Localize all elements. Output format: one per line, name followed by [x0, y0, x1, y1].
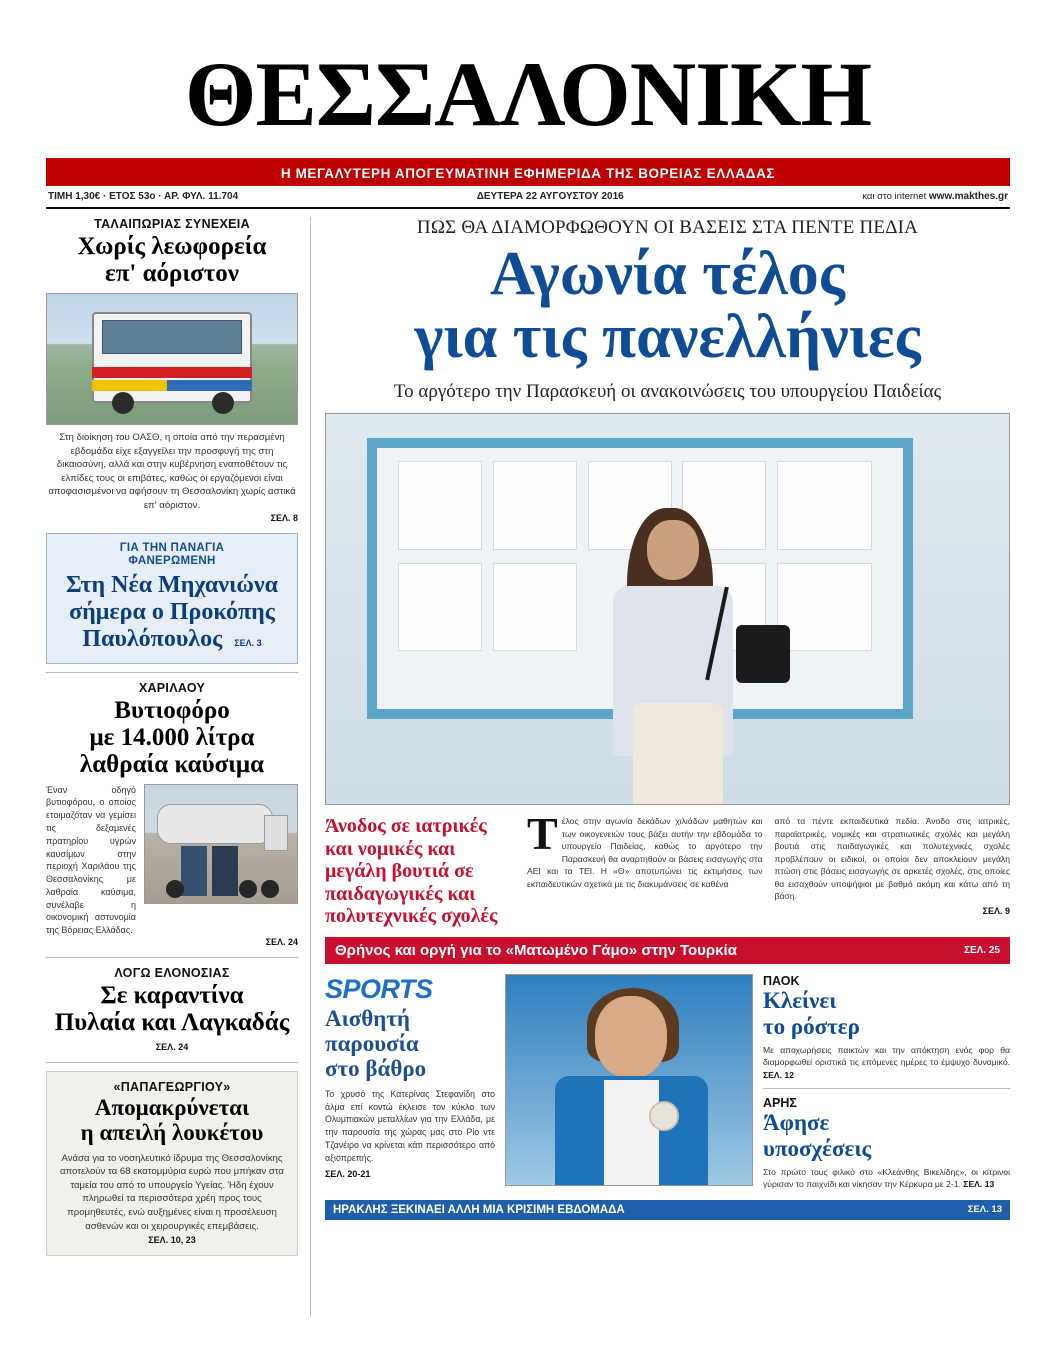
- bus-wheel-front: [112, 392, 134, 414]
- lead-article-text-2: από τα πέντε εκπαιδευτικά πεδία. Άνοδο στις ιατρικές, παραϊατρικές, νομικές και στρατιωτικές σχολές και μεγάλη βουτιά στις παιδαγωγικές και πολυτεχνικές σχολές προβλέπουν οι ειδικοί, οι οποίοι δεν αποκλείουν μεγάλη πτώση στις βάσεις εισαγωγής σε αρκετές σχολές, στις οποίες θα εισαχθούν υποψήφιοι με βαθμό ακόμη και κάτω από τη βάση.: [774, 816, 1010, 902]
- article-panagia-headline-line3: Παυλόπουλος: [82, 625, 223, 652]
- article-bus-kicker: ΤΑΛΑΙΠΩΡΙΑΣ ΣΥΝΕΧΕΙΑ: [94, 217, 250, 231]
- lead-kicker: ΠΩΣ ΘΑ ΔΙΑΜΟΡΦΩΘΟΥΝ ΟΙ ΒΑΣΕΙΣ ΣΤΑ ΠΕΝΤΕ ΠΕΔΙΑ: [416, 217, 919, 238]
- lead-photo: [325, 413, 1010, 805]
- lead-headline-line2: για τις πανελλήνιες: [414, 303, 921, 372]
- article-quarantine-headline: [46, 982, 298, 1036]
- article-papageorgiou[interactable]: [46, 1071, 298, 1256]
- bus-stripe-blue: [167, 380, 252, 392]
- website-url: www.makthes.gr: [928, 191, 1008, 202]
- sports-headline: [325, 1007, 495, 1081]
- content-grid: [46, 217, 1010, 1317]
- red-banner-page-ref: ΣΕΛ. 25: [963, 945, 1000, 957]
- article-paok-headline-line1: Κλείνει: [763, 988, 837, 1014]
- article-quarantine-headline-line1: Σε καραντίνα: [100, 981, 244, 1009]
- tanker-photo: [144, 784, 298, 904]
- article-papageorgiou-body: Ανάσα για το νοσηλευτικό ίδρυμα της Θεσσαλονίκης αποτελούν τα 68 εκατομμύρια ευρώ που μπήκαν στα ταμεία του από το υπουργείο Υγείας. Ήδη έχουν πληρωθεί τα περισσότερα χρέη προς τους προμηθευτές, ενώ αυξημένες είναι η προσέλευση ασθενών και οι χειρουργικές επεμβάσεις.: [60, 1152, 284, 1232]
- athlete-photo: [505, 974, 753, 1186]
- masthead: [46, 0, 1010, 209]
- masthead-subtitle: Η ΜΕΓΑΛΥΤΕΡΗ ΑΠΟΓΕΥΜΑΤΙΝΗ ΕΦΗΜΕΡΙΔΑ ΤΗΣ ΒΟΡΕΙΑΣ ΕΛΛΑΔΑΣ: [46, 162, 1010, 186]
- sports-logo: SPORTS: [325, 974, 433, 1005]
- article-panagia-headline-line2: σήμερα ο Προκόπης: [69, 598, 275, 625]
- website-prefix: και στο internet: [862, 191, 929, 202]
- blue-banner-team: ΗΡΑΚΛΗΣ: [333, 1203, 388, 1216]
- divider-3: [46, 1062, 298, 1063]
- article-tanker-headline-line2: με 14.000 λίτρα: [89, 723, 255, 751]
- article-panagia-kicker-line2: ΦΑΝΕΡΩΜΕΝΗ: [128, 554, 216, 567]
- bus-wheel-rear: [212, 392, 234, 414]
- sports-page-ref[interactable]: ΣΕΛ. 20-21: [325, 1169, 371, 1180]
- article-tanker[interactable]: [46, 681, 298, 947]
- board-sheet: [493, 563, 577, 652]
- tanker-cab-shape: [264, 815, 288, 850]
- lead-headline: [325, 240, 1010, 372]
- article-papageorgiou-kicker: «ΠΑΠΑΓΕΩΡΓΙΟΥ»: [113, 1079, 231, 1094]
- article-panagia-headline-line1: Στη Νέα Μηχανιώνα: [65, 572, 279, 599]
- tanker-wheel-2: [239, 880, 257, 898]
- board-sheet: [493, 461, 577, 550]
- article-tanker-headline: [46, 697, 298, 778]
- lead-deck: Το αργότερο την Παρασκευή οι ανακοινώσεις του υπουργείου Παιδείας: [393, 381, 942, 403]
- article-paok-headline: [763, 988, 1010, 1039]
- article-tanker-headline-line3: λαθραία καύσιμα: [79, 750, 265, 778]
- divider-1: [46, 672, 298, 673]
- article-bus-headline-line1: Χωρίς λεωφορεία: [77, 233, 267, 260]
- red-banner-text: Θρήνος και οργή για το «Ματωμένο Γάμο» στην Τουρκία: [335, 942, 737, 960]
- page-title: ΘΕΣΣΑΛΟΝΙΚΗ: [184, 43, 872, 145]
- athlete-head: [595, 996, 667, 1078]
- article-panagia-page-ref[interactable]: ΣΕΛ. 3: [234, 637, 262, 648]
- divider-sports: [763, 1088, 1010, 1089]
- masthead-info-bar: [46, 186, 1010, 209]
- article-bus[interactable]: [46, 217, 298, 523]
- article-quarantine[interactable]: [46, 966, 298, 1052]
- sports-headline-line1: Αισθητή: [325, 1006, 410, 1032]
- left-column: [46, 217, 311, 1317]
- article-panagia-headline: [55, 572, 289, 653]
- lead-article-col-2: [775, 815, 1011, 927]
- bus-stripe-yellow: [92, 380, 167, 392]
- board-sheet: [777, 461, 872, 550]
- lead-article-text-1: έλος στην αγωνία δεκάδων χιλιάδων μαθητών και των οικογενειών τους βάζει αυτήν την εβδομάδα το υπουργείο Παιδείας, καθώς το αργότερο την Παρασκευή θα αναρτηθούν οι βάσεις εισαγωγής στα ΑΕΙ και τα ΤΕΙ. Η «Θ» αποτυπώνει τις εκτιμήσεις των εκπαιδευτικών σχετικά με τις διακυμάνσεις σε καθένα: [527, 816, 763, 889]
- lead-article-columns: [527, 808, 1010, 927]
- student-legs: [633, 703, 723, 805]
- article-paok-headline-line2: το ρόστερ: [763, 1013, 860, 1039]
- student-head: [647, 520, 699, 580]
- right-column: [311, 217, 1010, 1317]
- sports-headline-line3: στο βάθρο: [325, 1056, 427, 1082]
- board-sheet: [777, 563, 872, 652]
- article-papageorgiou-headline: [57, 1096, 287, 1146]
- article-aris-body: [763, 1166, 1010, 1191]
- article-quarantine-page-ref[interactable]: ΣΕΛ. 24: [155, 1041, 189, 1052]
- blue-banner-iraklis[interactable]: [325, 1200, 1010, 1220]
- article-tanker-kicker: ΧΑΡΙΛΑΟΥ: [138, 680, 206, 695]
- sports-section: [325, 974, 1010, 1190]
- article-panagia[interactable]: [46, 533, 298, 664]
- article-paok-body: [763, 1044, 1010, 1081]
- lead-article-row: [325, 808, 1010, 928]
- article-papageorgiou-headline-line1: Απομακρύνεται: [94, 1094, 250, 1120]
- sports-body: Το χρυσό της Κατερίνας Στεφανίδη στο άλμα επί κοντώ έκλεισε τον κύκλο των Ολυμπιακών μεταλλίων για την Ελλάδα, με την παρουσία της χώρας μας στο Ρίο ντε Τζανέιρο να κρίνεται κάτι περισσότερο από αξιοπρεπής.: [325, 1088, 495, 1163]
- blue-banner-page-ref: ΣΕΛ. 13: [967, 1204, 1002, 1216]
- article-aris-headline: [763, 1110, 1010, 1161]
- article-aris[interactable]: [763, 1096, 1010, 1191]
- red-banner-turkey[interactable]: [325, 937, 1010, 964]
- tanker-tank-shape: [157, 804, 273, 844]
- officer-figure-1: [181, 846, 207, 896]
- article-panagia-kicker-line1: ΓΙΑ ΤΗΝ ΠΑΝΑΓΙΑ: [119, 541, 225, 554]
- bus-window-shape: [102, 320, 242, 354]
- sports-headline-line2: παρουσία: [325, 1031, 419, 1057]
- article-quarantine-kicker: ΛΟΓΩ ΕΛΟΝΟΣΙΑΣ: [114, 965, 230, 980]
- article-panagia-kicker: [55, 542, 289, 568]
- bus-photo: [46, 293, 298, 425]
- lead-side-headline: Άνοδος σε ιατρικές και νομικές και μεγάλη βουτιά σε παιδαγωγικές και πολυτεχνικές σχολές: [325, 815, 498, 928]
- article-aris-kicker: ΑΡΗΣ: [763, 1096, 797, 1111]
- lead-headline-line1: Αγωνία τέλος: [490, 240, 845, 308]
- board-sheet: [398, 461, 482, 550]
- lead-article-col-1: [527, 808, 763, 927]
- article-bus-headline-line2: επ' αόριστον: [105, 260, 239, 287]
- article-aris-page-ref[interactable]: ΣΕΛ. 13: [963, 1179, 995, 1190]
- article-quarantine-headline-line2: Πυλαία και Λαγκαδάς: [54, 1008, 290, 1036]
- officer-figure-2: [212, 846, 238, 896]
- article-bus-headline: [46, 233, 298, 287]
- issue-date: ΔΕΥΤΕΡΑ 22 ΑΥΓΟΥΣΤΟΥ 2016: [476, 191, 624, 202]
- blue-banner-text: [333, 1204, 625, 1216]
- tanker-wheel-3: [261, 880, 279, 898]
- issue-info: ΤΙΜΗ 1,30€ · ΕΤΟΣ 53ο · ΑΡ. ΦΥΛ. 11.704: [48, 191, 239, 202]
- article-tanker-page-ref[interactable]: ΣΕΛ. 24: [265, 936, 298, 947]
- medal-icon: [649, 1101, 679, 1131]
- article-paok-body-text: Με αποχωρήσεις παικτών και την απόκτηση ενός φορ θα διαμορφωθεί οριστικά τις επόμενες ημέρες το έμψυχο δυναμικό.: [763, 1045, 1010, 1068]
- article-paok-kicker: ΠΑΟΚ: [763, 974, 800, 989]
- sports-lead[interactable]: [325, 974, 495, 1190]
- bus-stripe-red: [92, 367, 252, 379]
- lead-article-page-ref[interactable]: ΣΕΛ. 9: [982, 905, 1010, 916]
- article-aris-headline-line2: υποσχέσεις: [763, 1135, 872, 1161]
- blue-banner-headline: ΞΕΚΙΝΑΕΙ ΑΛΛΗ ΜΙΑ ΚΡΙΣΙΜΗ ΕΒΔΟΜΑΔΑ: [390, 1203, 625, 1216]
- article-aris-body-text: Στο πρώτο τους φιλικό στο «Κλεάνθης Βικελίδης», οι κίτρινοι γύρισαν το παιχνίδι και νίκησαν την Κέρκυρα με 2-1.: [763, 1166, 1010, 1190]
- website-link[interactable]: [862, 191, 1008, 202]
- article-tanker-headline-line1: Βυτιοφόρο: [114, 696, 230, 724]
- dropcap: Τ: [527, 808, 558, 860]
- handbag: [736, 625, 790, 683]
- sports-side-column: [763, 974, 1010, 1190]
- divider-2: [46, 957, 298, 958]
- article-papageorgiou-page-ref[interactable]: ΣΕΛ. 10, 23: [148, 1235, 196, 1246]
- article-papageorgiou-headline-line2: η απειλή λουκέτου: [80, 1119, 264, 1145]
- article-bus-body: Στη διοίκηση του ΟΑΣΘ, η οποία από την περασμένη εβδομάδα είχε εξαγγείλει την προσφυγή της στη δικαιοσύνη, αλλά και στην κυβέρνηση εναποθέτουν τις ελπίδες τους οι επιβάτες, καθώς οι εργαζόμενοι είναι αποφασισμένοι να αφήσουν τη Θεσσαλονίκη χωρίς αστικά επ' αόριστον.: [48, 432, 296, 512]
- article-paok[interactable]: [763, 974, 1010, 1081]
- article-aris-headline-line1: Άφησε: [763, 1110, 830, 1136]
- board-sheet: [398, 563, 482, 652]
- athlete-jacket-stripe: [604, 1080, 658, 1185]
- article-paok-page-ref[interactable]: ΣΕΛ. 12: [763, 1069, 794, 1080]
- article-bus-page-ref[interactable]: ΣΕΛ. 8: [270, 512, 298, 523]
- article-tanker-body: Έναν οδηγό βυτιοφόρου, ο οποίος ετοιμαζόταν να γεμίσει τις δεξαμενές πρατηρίου υγρών καυσίμων στην περιοχή Χαριλάου της Θεσσαλονίκης με λαθραία καύσιμα, συνέλαβε η οικονομική αστυνομία της Βόρειας Ελλάδας.: [46, 784, 136, 936]
